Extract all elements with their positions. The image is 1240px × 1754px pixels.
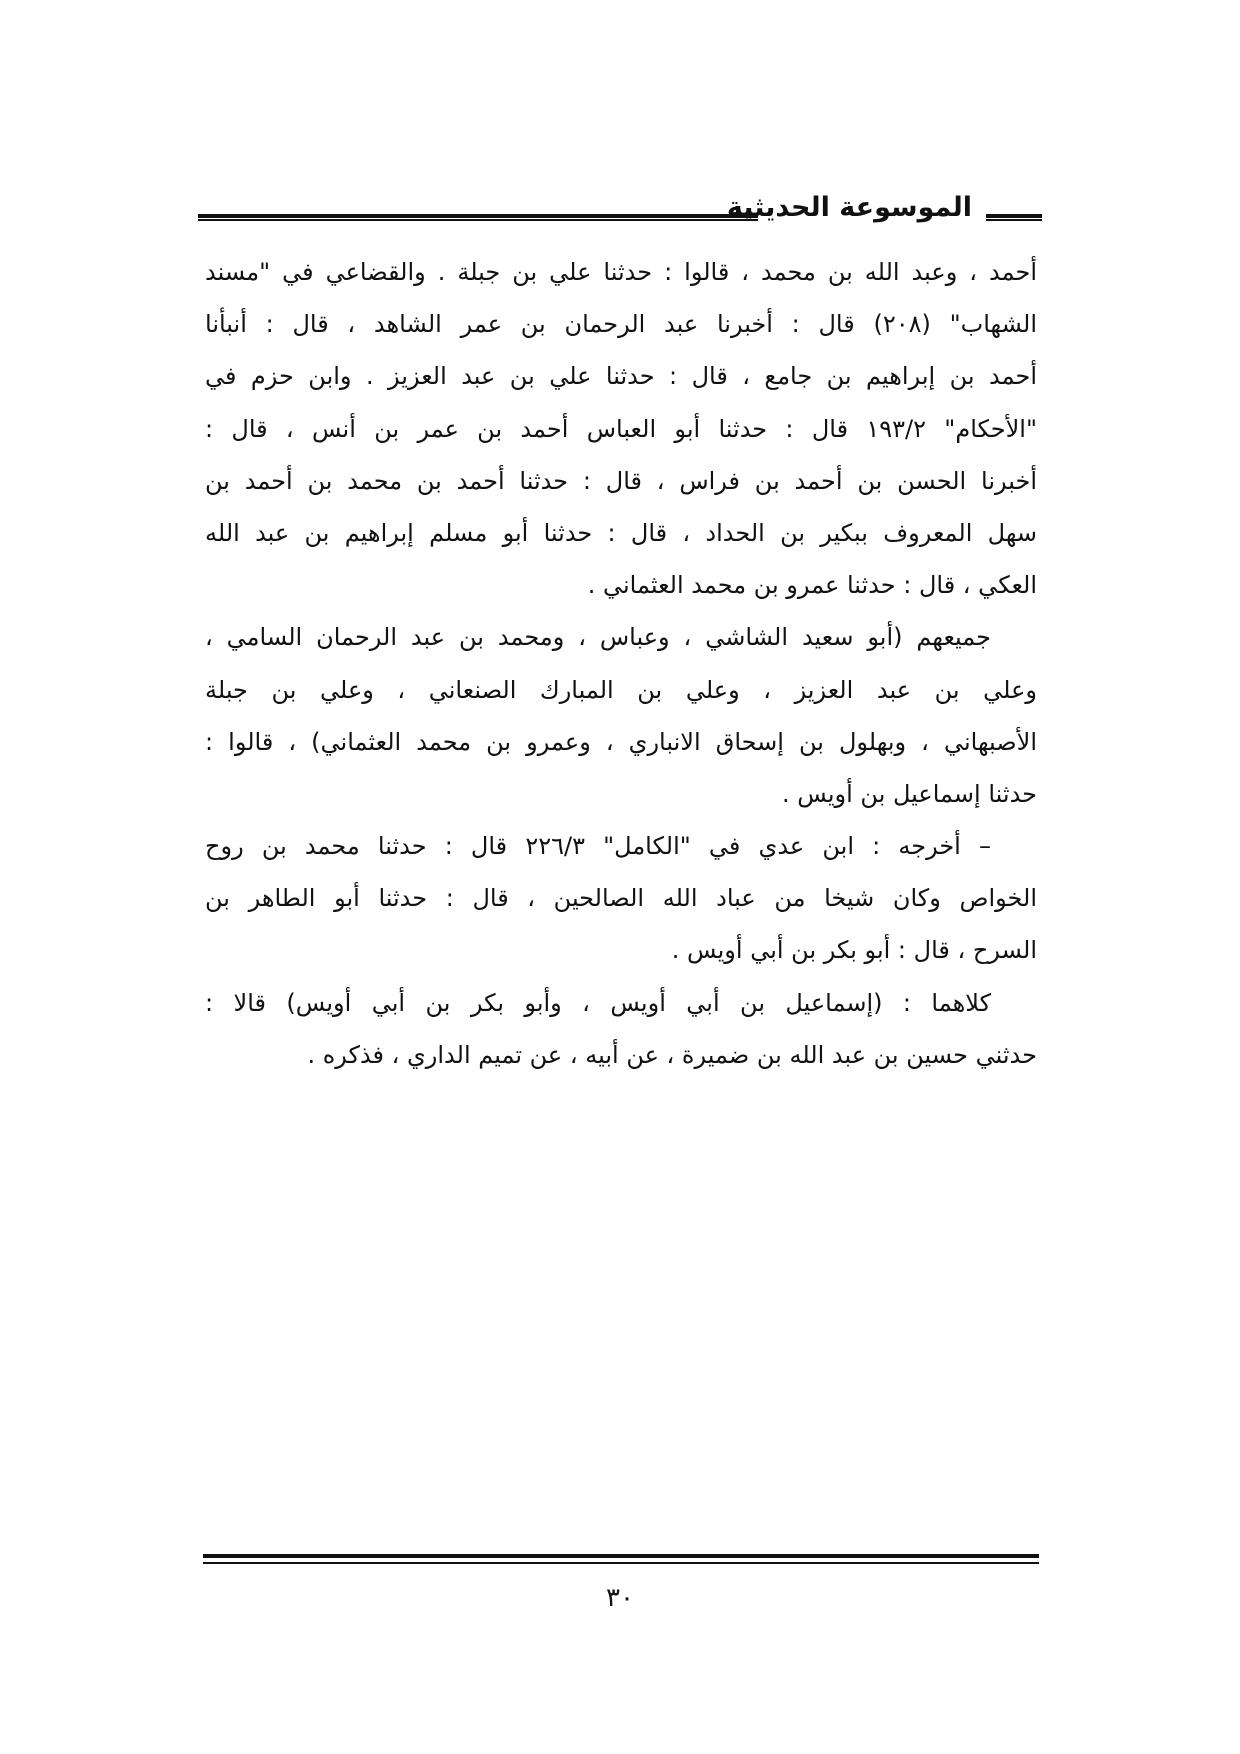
footer-rule	[203, 1554, 1039, 1564]
text-line: كلاهما : (إسماعيل بن أبي أويس ، وأبو بكر بن أبي أويس) قالا :	[205, 988, 991, 1017]
header-rule-right	[986, 214, 1042, 221]
text-line: أحمد ، وعبد الله بن محمد ، قالوا : حدثنا علي بن جبلة . والقضاعي في "مسند	[205, 258, 1037, 286]
text-line: الشهاب" (٢٠٨) قال : أخبرنا عبد الرحمان بن عمر الشاهد ، قال : أنبأنا	[205, 310, 1037, 339]
text-line: حدثنا إسماعيل بن أويس .	[782, 779, 1037, 808]
text-line: أحمد بن إبراهيم بن جامع ، قال : حدثنا علي بن عبد العزيز . وابن حزم في	[205, 362, 1037, 391]
body-text	[205, 246, 1037, 1081]
text-line: الخواص وكان شيخا من عباد الله الصالحين ، قال : حدثنا أبو الطاهر بن	[205, 884, 1037, 913]
text-line: الأصبهاني ، وبهلول بن إسحاق الانباري ، وعمرو بن محمد العثماني) ، قالوا :	[205, 727, 1037, 756]
page-number: ٣٠	[606, 1583, 634, 1613]
text-line: جميعهم (أبو سعيد الشاشي ، وعباس ، ومحمد بن عبد الرحمان السامي ،	[205, 623, 991, 652]
text-line: العكي ، قال : حدثنا عمرو بن محمد العثماني .	[587, 571, 1037, 600]
text-line: – أخرجه : ابن عدي في "الكامل" ٢٢٦/٣ قال : حدثنا محمد بن روح	[205, 832, 991, 861]
text-line: السرح ، قال : أبو بكر بن أبي أويس .	[671, 936, 1037, 965]
header-rule-left	[198, 214, 758, 221]
running-title: الموسوعة الحديثية	[726, 192, 972, 223]
text-line: حدثني حسين بن عبد الله بن ضميرة ، عن أبيه ، عن تميم الداري ، فذكره .	[307, 1040, 1037, 1069]
text-line: وعلي بن عبد العزيز ، وعلي بن المبارك الصنعاني ، وعلي بن جبلة	[205, 675, 1037, 704]
text-line: أخبرنا الحسن بن أحمد بن فراس ، قال : حدثنا أحمد بن محمد بن أحمد بن	[205, 466, 1037, 495]
page-header	[198, 188, 1042, 232]
text-line: "الأحكام" ١٩٣/٢ قال : حدثنا أبو العباس أحمد بن عمر بن أنس ، قال :	[205, 414, 1037, 443]
text-line: سهل المعروف ببكير بن الحداد ، قال : حدثنا أبو مسلم إبراهيم بن عبد الله	[205, 518, 1037, 547]
